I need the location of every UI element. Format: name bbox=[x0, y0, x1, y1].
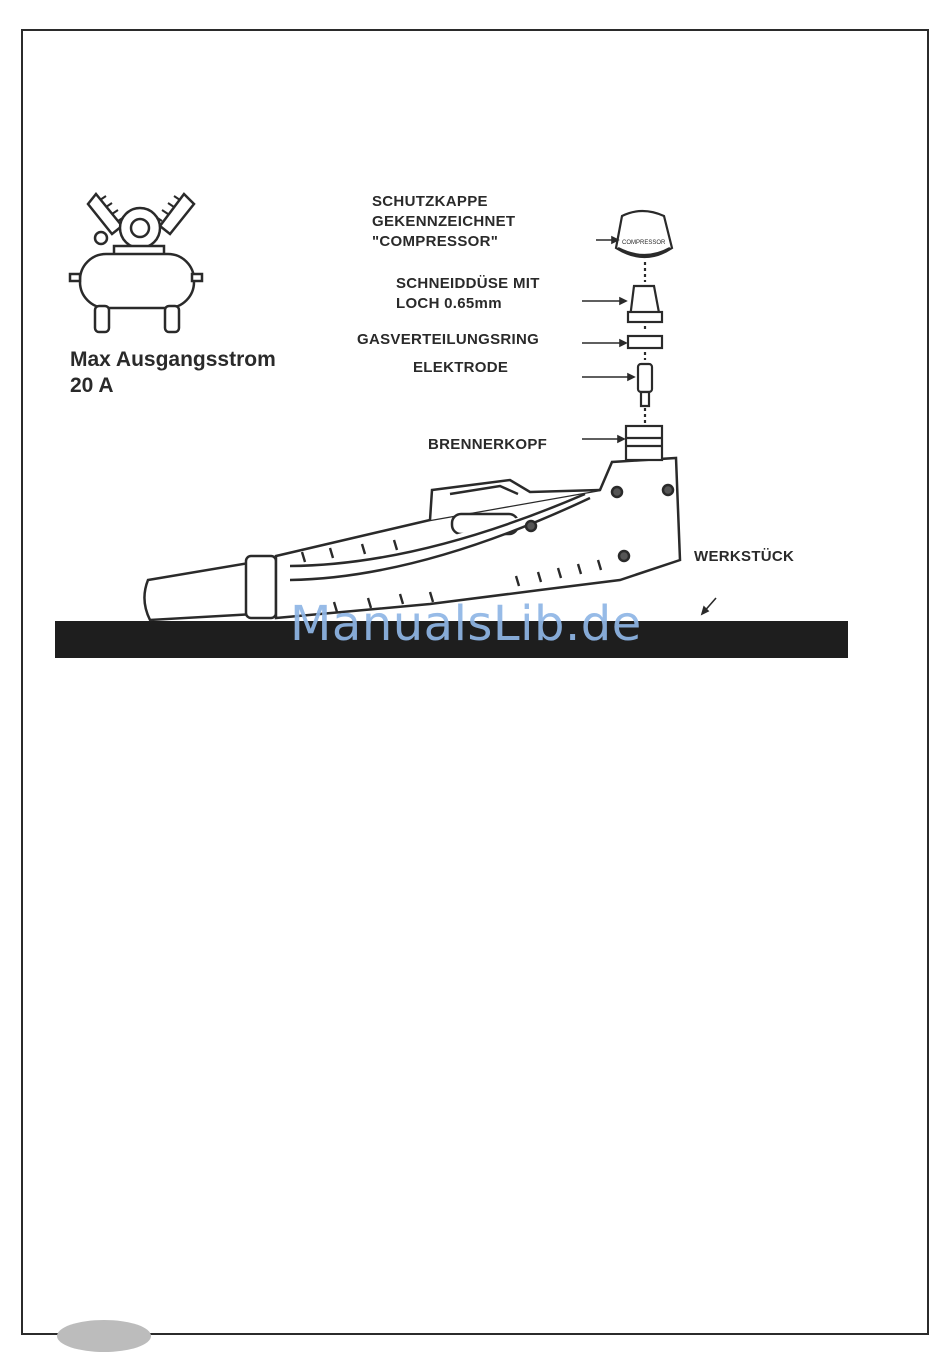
max-current-label: Max Ausgangsstrom bbox=[70, 348, 276, 371]
label-schutzkappe: SCHUTZKAPPE GEKENNZEICHNET "COMPRESSOR" bbox=[372, 193, 516, 250]
max-current-value: 20 A bbox=[70, 374, 114, 397]
watermark: ManualsLib.de bbox=[290, 596, 642, 652]
label-elektrode: ELEKTRODE bbox=[413, 359, 509, 376]
label-gasverteilungsring: GASVERTEILUNGSRING bbox=[357, 331, 540, 348]
label-werkstueck: WERKSTÜCK bbox=[694, 548, 795, 565]
compressor-icon bbox=[70, 194, 202, 332]
svg-text:COMPRESSOR: COMPRESSOR bbox=[622, 240, 666, 246]
page-number-badge bbox=[57, 1320, 151, 1352]
label-brennerkopf: BRENNERKOPF bbox=[428, 436, 548, 453]
label-schneidduese: SCHNEIDDÜSE MIT LOCH 0.65mm bbox=[396, 275, 540, 312]
torch-head-stack bbox=[616, 211, 672, 460]
